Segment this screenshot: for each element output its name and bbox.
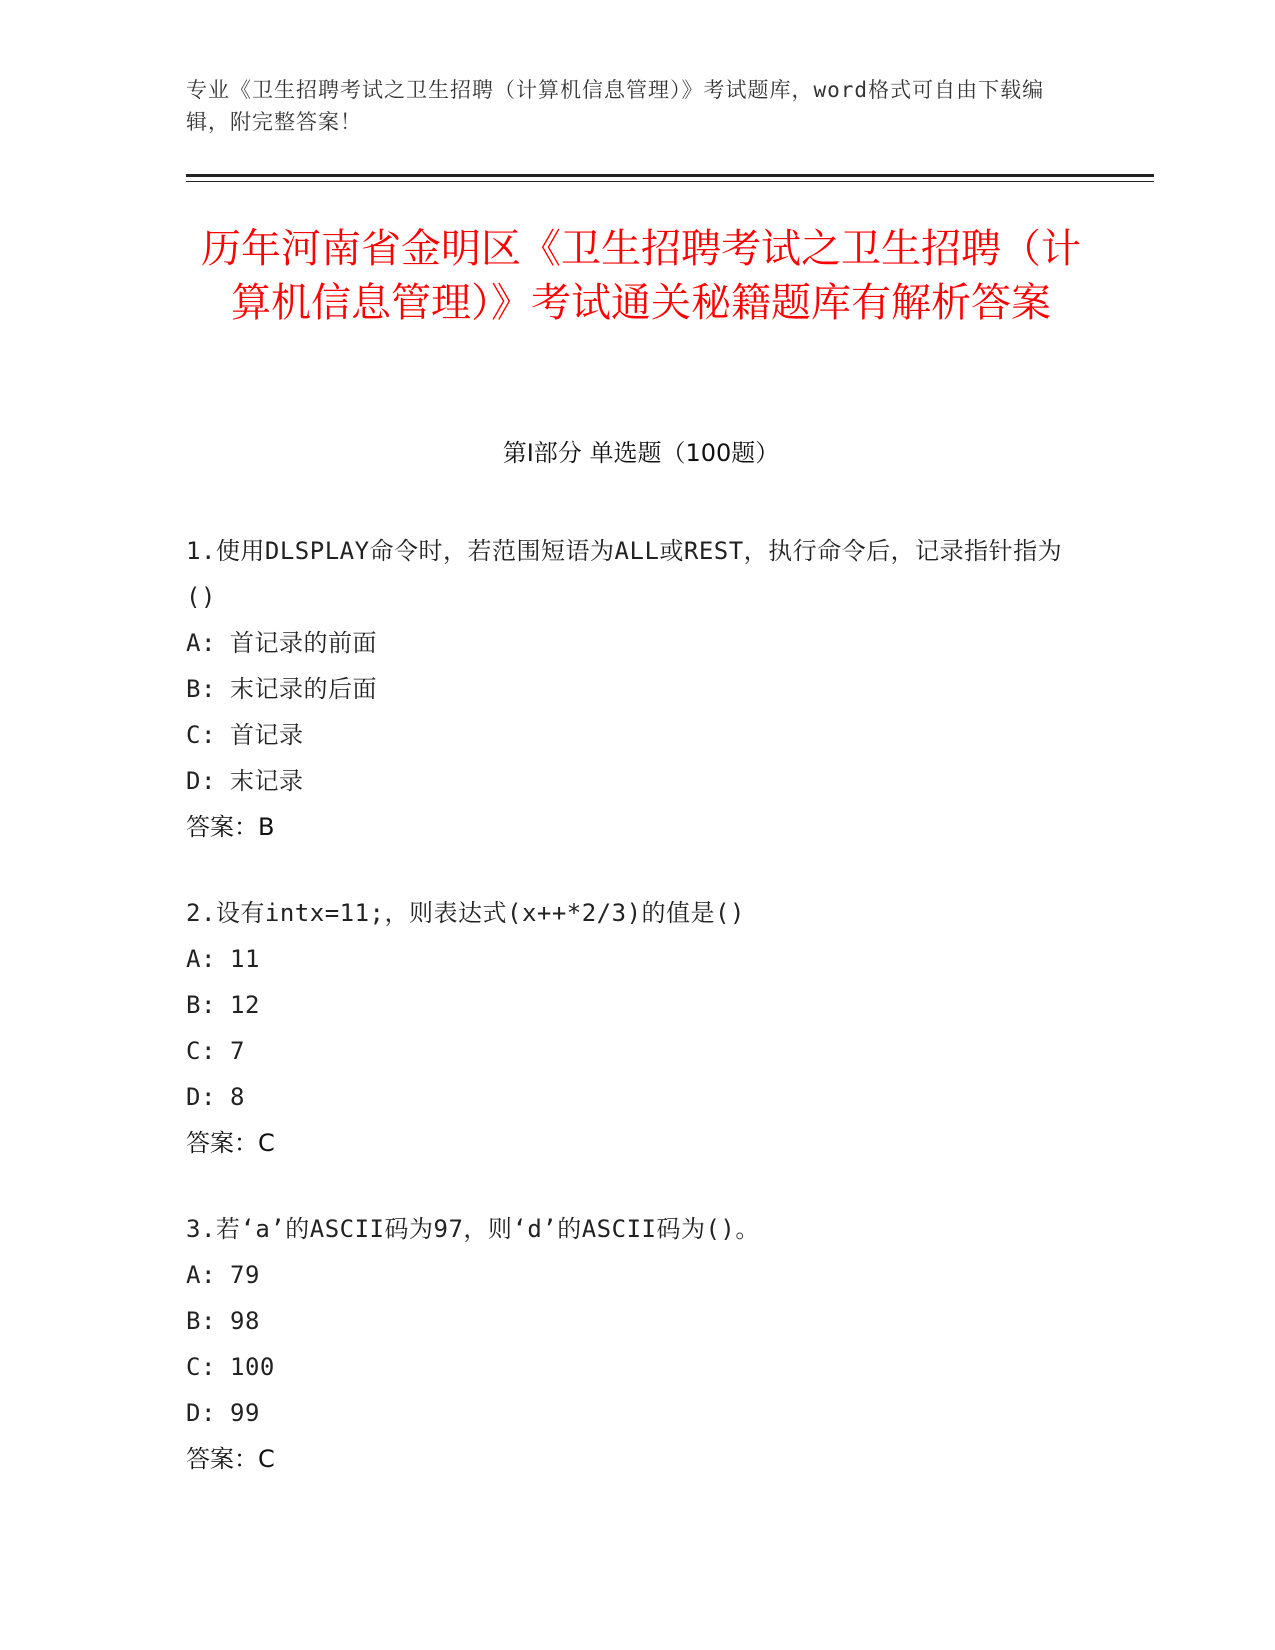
option-letter: A: [186, 945, 216, 973]
option-letter: C: [186, 721, 216, 749]
option-letter: B: [186, 675, 216, 703]
section-title: 第I部分 单选题（100题） [502, 439, 780, 467]
option-text: 11 [230, 945, 260, 973]
option-letter: D: [186, 1399, 216, 1427]
answer: 答案：B [186, 813, 275, 841]
header-rule-thick [186, 174, 1154, 177]
option-text: 首记录的前面 [230, 629, 377, 657]
option-letter: A: [186, 629, 216, 657]
header-rule-thin [186, 181, 1154, 182]
question-list [186, 528, 1086, 1522]
option-a [186, 620, 1086, 666]
option-d [186, 1074, 1086, 1120]
question-3 [186, 1206, 1086, 1482]
document-title: 历年河南省金明区《卫生招聘考试之卫生招聘（计算机信息管理）》考试通关秘籍题库有解析答案 [201, 226, 1081, 326]
question-stem: 1.使用DLSPLAY命令时，若范围短语为ALL或REST，执行命令后，记录指针指为() [186, 537, 1063, 611]
answer: 答案：C [186, 1445, 275, 1473]
option-b [186, 1298, 1086, 1344]
option-c [186, 712, 1086, 758]
question-stem: 3.若‘a’的ASCII码为97，则‘d’的ASCII码为()。 [186, 1215, 760, 1243]
header-note: 专业《卫生招聘考试之卫生招聘（计算机信息管理）》考试题库，word格式可自由下载编辑，附完整答案！ [186, 78, 1045, 134]
question-stem: 2.设有intx=11;，则表达式(x++*2/3)的值是() [186, 899, 745, 927]
option-a [186, 936, 1086, 982]
option-text: 末记录的后面 [230, 675, 377, 703]
option-letter: D: [186, 1083, 216, 1111]
option-text: 99 [230, 1399, 260, 1427]
option-d [186, 758, 1086, 804]
option-b [186, 666, 1086, 712]
option-letter: C: [186, 1353, 216, 1381]
option-letter: D: [186, 767, 216, 795]
question-1 [186, 528, 1086, 850]
option-text: 首记录 [230, 721, 304, 749]
option-text: 12 [230, 991, 260, 1019]
answer: 答案：C [186, 1129, 275, 1157]
option-letter: B: [186, 991, 216, 1019]
option-text: 8 [230, 1083, 245, 1111]
option-d [186, 1390, 1086, 1436]
option-letter: A: [186, 1261, 216, 1289]
option-c [186, 1028, 1086, 1074]
option-a [186, 1252, 1086, 1298]
option-text: 100 [230, 1353, 275, 1381]
option-text: 79 [230, 1261, 260, 1289]
option-text: 7 [230, 1037, 245, 1065]
option-letter: C: [186, 1037, 216, 1065]
option-b [186, 982, 1086, 1028]
option-c [186, 1344, 1086, 1390]
option-letter: B: [186, 1307, 216, 1335]
option-text: 98 [230, 1307, 260, 1335]
question-2 [186, 890, 1086, 1166]
option-text: 末记录 [230, 767, 304, 795]
